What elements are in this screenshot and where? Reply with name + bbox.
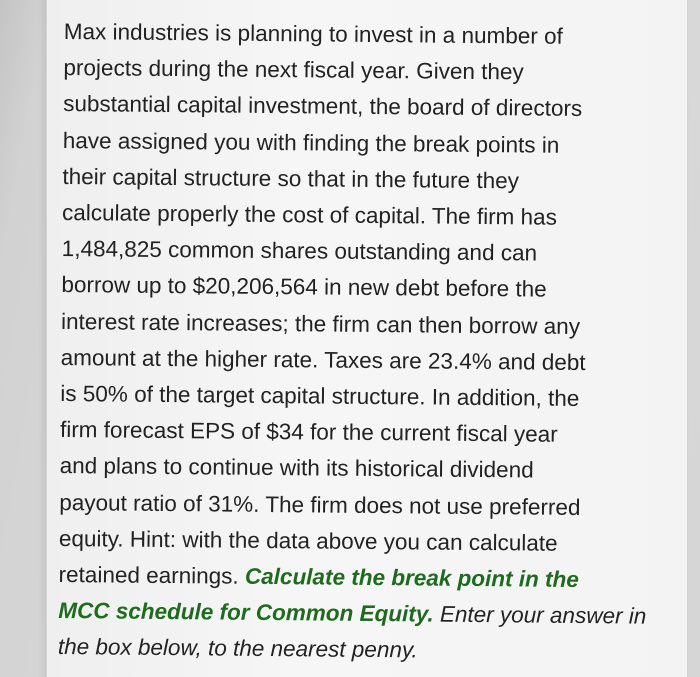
retained-earnings-text: retained earnings.	[58, 562, 246, 589]
question-line-17	[58, 593, 663, 635]
question-line: firm forecast EPS of $34 for the current fiscal year	[59, 417, 558, 447]
question-line: and plans to continue with its historical dividend	[59, 453, 534, 483]
question-line: 1,484,825 common shares outstanding and can	[61, 236, 538, 266]
question-line: is 50% of the target capital structure. In addition, the	[60, 381, 580, 411]
question-line: have assigned you with finding the break points in	[62, 127, 560, 158]
answer-instruction-text: Enter your answer in	[433, 601, 647, 629]
question-line: calculate properly the cost of capital. The firm has	[61, 200, 558, 230]
question-line: equity. Hint: with the data above you can calculate	[58, 525, 558, 556]
question-text	[58, 14, 669, 671]
question-line: interest rate increases; the firm can then borrow any	[60, 308, 581, 339]
question-line: amount at the higher rate. Taxes are 23.4% and debt	[60, 344, 586, 375]
question-line: Max industries is planning to invest in a number of	[63, 18, 563, 49]
question-line: substantial capital investment, the board of directors	[63, 91, 583, 122]
question-line: borrow up to $20,206,564 in new debt before the	[61, 272, 547, 303]
question-line: payout ratio of 31%. The firm does not use preferred	[59, 489, 581, 520]
question-line: projects during the next fiscal year. Given they	[63, 55, 524, 85]
instruction-emphasis-1: Calculate the break point in the	[244, 563, 579, 593]
question-line: their capital structure so that in the future they	[62, 163, 520, 194]
question-line-16	[58, 557, 663, 599]
instruction-emphasis-2: MCC schedule for Common Equity.	[58, 598, 434, 627]
answer-instruction-line: the box below, to the nearest penny.	[57, 634, 418, 663]
